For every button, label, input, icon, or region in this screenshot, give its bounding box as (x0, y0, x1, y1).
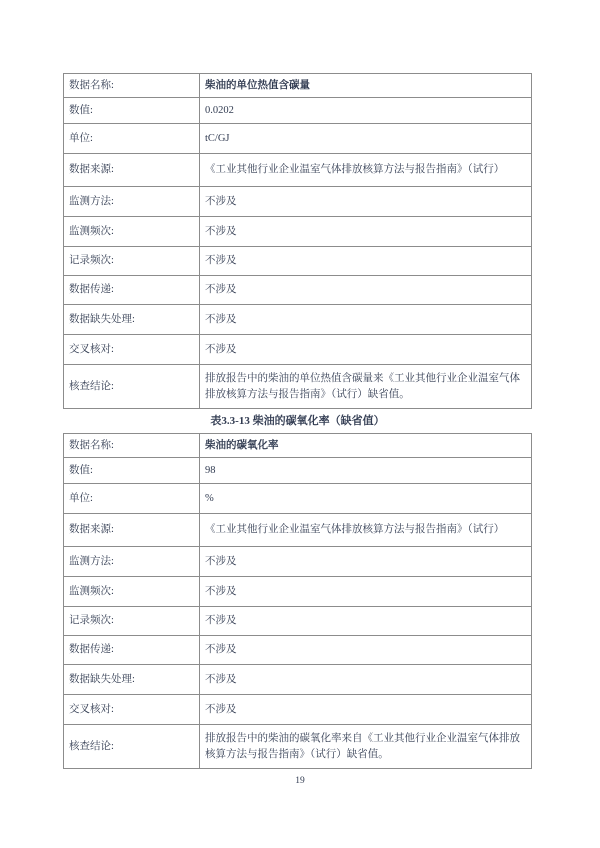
table-row (64, 434, 532, 458)
table-body (64, 434, 532, 769)
table-row (64, 74, 532, 98)
row-value: 不涉及 (200, 305, 532, 335)
table-row (64, 636, 532, 665)
row-label: 核查结论: (64, 725, 200, 769)
row-label: 监测方法: (64, 187, 200, 217)
table-row (64, 247, 532, 276)
table-row (64, 335, 532, 365)
table-row (64, 458, 532, 484)
table-row (64, 607, 532, 636)
table-row (64, 217, 532, 247)
table-row (64, 484, 532, 514)
row-value: 不涉及 (200, 547, 532, 577)
row-value: 不涉及 (200, 187, 532, 217)
row-value: 《工业其他行业企业温室气体排放核算方法与报告指南》（试行） (200, 514, 532, 547)
row-label: 数据来源: (64, 154, 200, 187)
table-row (64, 276, 532, 305)
row-label: 数值: (64, 98, 200, 124)
table-row (64, 98, 532, 124)
table-row (64, 665, 532, 695)
row-label: 监测频次: (64, 217, 200, 247)
row-value: 不涉及 (200, 335, 532, 365)
row-label: 数据缺失处理: (64, 665, 200, 695)
row-label: 交叉核对: (64, 695, 200, 725)
row-label: 交叉核对: (64, 335, 200, 365)
row-value: 不涉及 (200, 665, 532, 695)
row-value: 不涉及 (200, 247, 532, 276)
row-value: 《工业其他行业企业温室气体排放核算方法与报告指南》（试行） (200, 154, 532, 187)
table-diesel-unit-heat-value-carbon-content (63, 73, 532, 409)
row-label: 数据缺失处理: (64, 305, 200, 335)
table-diesel-carbon-oxidation-rate (63, 433, 532, 769)
row-value: % (200, 484, 532, 514)
row-label: 记录频次: (64, 607, 200, 636)
row-value: tC/GJ (200, 124, 532, 154)
row-label: 数据传递: (64, 636, 200, 665)
table-row (64, 695, 532, 725)
row-value: 柴油的碳氧化率 (200, 434, 532, 458)
table-row (64, 725, 532, 769)
row-value: 柴油的单位热值含碳量 (200, 74, 532, 98)
row-value: 不涉及 (200, 276, 532, 305)
page-number: 19 (295, 776, 305, 786)
table-body (64, 74, 532, 409)
row-label: 单位: (64, 124, 200, 154)
row-label: 监测方法: (64, 547, 200, 577)
table-row (64, 124, 532, 154)
row-label: 核查结论: (64, 365, 200, 409)
row-value: 不涉及 (200, 577, 532, 607)
row-label: 数据来源: (64, 514, 200, 547)
table-row (64, 514, 532, 547)
row-label: 记录频次: (64, 247, 200, 276)
table-row (64, 365, 532, 409)
table-row (64, 187, 532, 217)
row-value: 排放报告中的柴油的碳氧化率来自《工业其他行业企业温室气体排放核算方法与报告指南》（试行）缺省值。 (200, 725, 532, 769)
row-label: 数值: (64, 458, 200, 484)
row-label: 数据名称: (64, 74, 200, 98)
row-value: 不涉及 (200, 607, 532, 636)
row-label: 单位: (64, 484, 200, 514)
table-row (64, 154, 532, 187)
table-caption: 表3.3-13 柴油的碳氧化率（缺省值） (210, 415, 385, 427)
row-value: 排放报告中的柴油的单位热值含碳量来《工业其他行业企业温室气体排放核算方法与报告指南》（试行）缺省值。 (200, 365, 532, 409)
row-value: 不涉及 (200, 636, 532, 665)
row-value: 98 (200, 458, 532, 484)
row-label: 数据传递: (64, 276, 200, 305)
row-label: 数据名称: (64, 434, 200, 458)
row-value: 0.0202 (200, 98, 532, 124)
row-value: 不涉及 (200, 695, 532, 725)
row-value: 不涉及 (200, 217, 532, 247)
table-row (64, 305, 532, 335)
table-row (64, 547, 532, 577)
row-label: 监测频次: (64, 577, 200, 607)
table-row (64, 577, 532, 607)
